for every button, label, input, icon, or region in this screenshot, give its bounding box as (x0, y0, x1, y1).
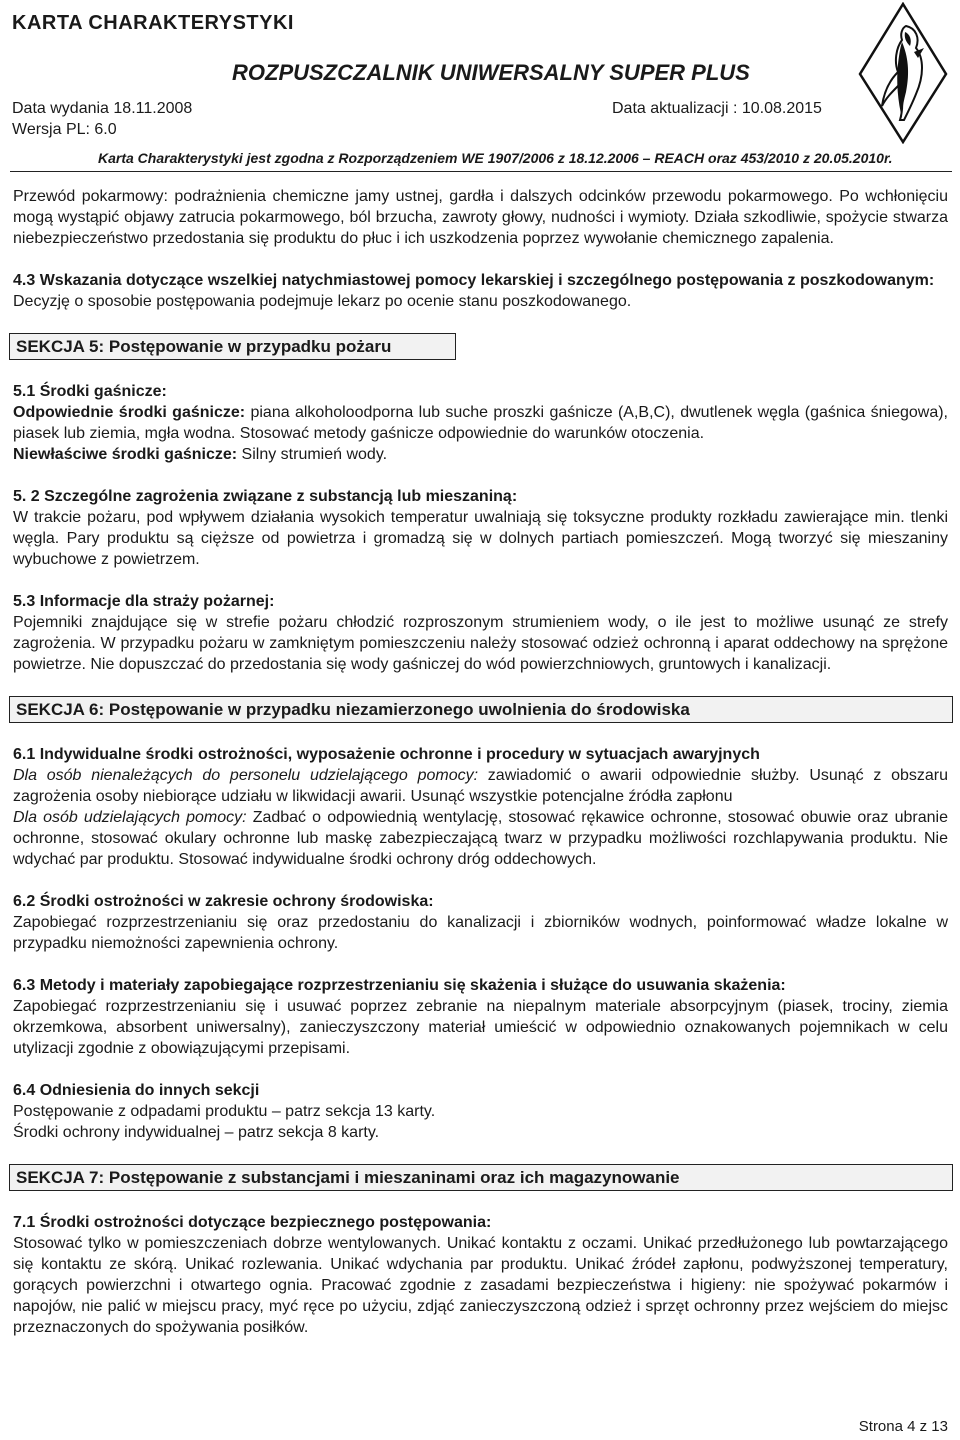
section-7-title: SEKCJA 7: Postępowanie z substancjami i mieszaninami oraz ich magazynowanie (9, 1164, 953, 1191)
product-name: ROZPUSZCZALNIK UNIWERSALNY SUPER PLUS (232, 60, 750, 85)
page-number: Strona 4 z 13 (858, 1418, 948, 1435)
section-6-2-heading: 6.2 Środki ostrożności w zakresie ochrony środowiska: (13, 893, 434, 910)
suitable-label: Odpowiednie środki gaśnicze: (13, 404, 246, 421)
regulation-note: Karta Charakterystyki jest zgodna z Rozporządzeniem WE 1907/2006 z 18.12.2006 – REACH oraz 453/2010 z 20.05.2010r. (98, 150, 893, 166)
section-7-1-heading: 7.1 Środki ostrożności dotyczące bezpiecznego postępowania: (13, 1214, 492, 1231)
section-5-2-text: W trakcie pożaru, pod wpływem działania wysokich temperatur uwalniają się toksyczne produkty rozkładu zawierające min. tlenki węgla. Pary produktu są cięższe od powietrza i gromadzą się w dolnych partiach pomieszczeń. Mogą tworzyć się mieszaniny wybuchowe z powietrzem. (13, 509, 948, 568)
section-5-1-unsuitable (13, 444, 948, 465)
section-7-1-text: Stosować tylko w pomieszczeniach dobrze wentylowanych. Unikać kontaktu z oczami. Unikać przedłużonego lub powtarzającego się kontaktu ze skórą. Unikać rozlewania. Unikać wdychania par produktu. Unikać źródeł zapłonu, podwyższonej temperatury, gorących powierzchni i otwartego ognia. Pracować zgodnie z zasadami bezpieczeństwa i higieny: nie spożywać pokarmów i napojów, nie palić w miejscu pracy, myć ręce po użyciu, zdjąć zanieczyszczoną odzież i sprzęt ochronny przez wejściem do miejsc przeznaczonych do spożywania posiłków. (13, 1235, 948, 1336)
section-5-title: SEKCJA 5: Postępowanie w przypadku pożaru (9, 333, 456, 360)
suitable-text: piana alkoholoodporna lub suche proszki gaśnicze (A,B,C), dwutlenek węgla (gaśnica śniegowa), piasek lub ziemia, mgła wodna. Stosować metody gaśnicze odpowiednie do warunków otoczenia. (13, 404, 949, 442)
section-6-3-heading: 6.3 Metody i materiały zapobiegające rozprzestrzenianiu się skażenia i służące do usuwania skażenia: (13, 977, 786, 994)
section-6-4-heading: 6.4 Odniesienia do innych sekcji (13, 1082, 260, 1099)
section-6-2-text: Zapobiegać rozprzestrzenianiu się oraz przedostaniu do kanalizacji i zbiorników wodnych, poinformować władze lokalne w przypadku niemożności zapewnienia ochrony. (13, 914, 948, 952)
section-6-title: SEKCJA 6: Postępowanie w przypadku niezamierzonego uwolnienia do środowiska (9, 696, 953, 723)
section-5-2-heading: 5. 2 Szczególne zagrożenia związane z substancją lub mieszaniną: (13, 488, 518, 505)
unsuitable-label: Niewłaściwe środki gaśnicze: (13, 446, 238, 463)
issue-date: Data wydania 18.11.2008 (12, 100, 193, 117)
section-5-3-text: Pojemniki znajdujące się w strefie pożaru chłodzić rozproszonym strumieniem wody, o ile jest to możliwe usunąć ze strefy zagrożenia. W przypadku pożaru w zamkniętym pomieszczeniu należy stosować odzież ochronną i aparat oddechowy na sprężone powietrze. Nie dopuszczać do przedostania się wody gaśniczej do wód powierzchniowych, gruntowych i kanalizacji. (13, 614, 948, 673)
unsuitable-text: Silny strumień wody. (237, 446, 388, 463)
section-5-3-heading: 5.3 Informacje dla straży pożarnej: (13, 593, 275, 610)
responders-label: Dla osób udzielających pomocy: (13, 809, 247, 826)
section-4-3-heading: 4.3 Wskazania dotyczące wszelkiej natychmiastowej pomocy lekarskiej i szczególnego postępowania z poszkodowanym: (13, 272, 935, 289)
document-title: KARTA CHARAKTERYSTYKI (12, 12, 294, 34)
document-body (13, 186, 948, 1338)
update-date: Data aktualizacji : 10.08.2015 (612, 100, 822, 117)
section-6-3-text: Zapobiegać rozprzestrzenianiu się i usuwać poprzez zebranie na niepalnym materiale absorpcyjnym (piasek, trociny, ziemia okrzemkowa, absorbent uniwersalny), zanieczyszczony materiał umieścić w odpowiednio oznakowanych pojemnikach w celu utylizacji zgodnie z obowiązującymi przepisami. (13, 998, 948, 1057)
ingestion-paragraph: Przewód pokarmowy: podrażnienia chemiczne jamy ustnej, gardła i dalszych odcinków przewodu pokarmowego. Po wchłonięciu mogą wystąpić objawy zatrucia pokarmowego, ból brzucha, zawroty głowy, nudności i wymioty. Działa szkodliwie, spożycie stwarza niebezpieczeństwo przedostania się produktu do płuc i ich uszkodzenia poprzez wywołanie chemicznego zapalenia. (13, 188, 948, 247)
section-4-3-text: Decyzję o sposobie postępowania podejmuje lekarz po ocenie stanu poszkodowanego. (13, 293, 632, 310)
section-5-1-heading: 5.1 Środki gaśnicze: (13, 383, 167, 400)
nonemergency-label: Dla osób nienależących do personelu udzielającego pomocy: (13, 767, 479, 784)
section-6-1-nonemergency (13, 765, 948, 807)
version: Wersja PL: 6.0 (12, 121, 117, 138)
header-divider (10, 171, 952, 172)
section-6-4-line-1: Postępowanie z odpadami produktu – patrz sekcja 13 karty. (13, 1103, 436, 1120)
nonemergency-text: zawiadomić o awarii odpowiednie służby. Usunąć z obszaru zagrożenia osoby niebiorące udziału w likwidacji awarii. Usunąć wszystkie potencjalne źródła zapłonu (13, 767, 949, 805)
company-logo-bird-icon (858, 2, 948, 144)
section-6-1-responders (13, 807, 948, 870)
responders-text: Zadbać o odpowiednią wentylację, stosować rękawice ochronne, stosować obuwie oraz ubranie ochronne, stosować okulary ochronne lub maskę zabezpieczającą twarz w przypadku możliwości rozchlapywania produktu. Nie wdychać par produktu. Stosować indywidualne środki ochrony dróg oddechowych. (13, 809, 948, 868)
section-5-1-suitable (13, 402, 948, 444)
section-6-1-heading: 6.1 Indywidualne środki ostrożności, wyposażenie ochronne i procedury w sytuacjach awaryjnych (13, 746, 760, 763)
section-6-4-line-2: Środki ochrony indywidualnej – patrz sekcja 8 karty. (13, 1124, 380, 1141)
